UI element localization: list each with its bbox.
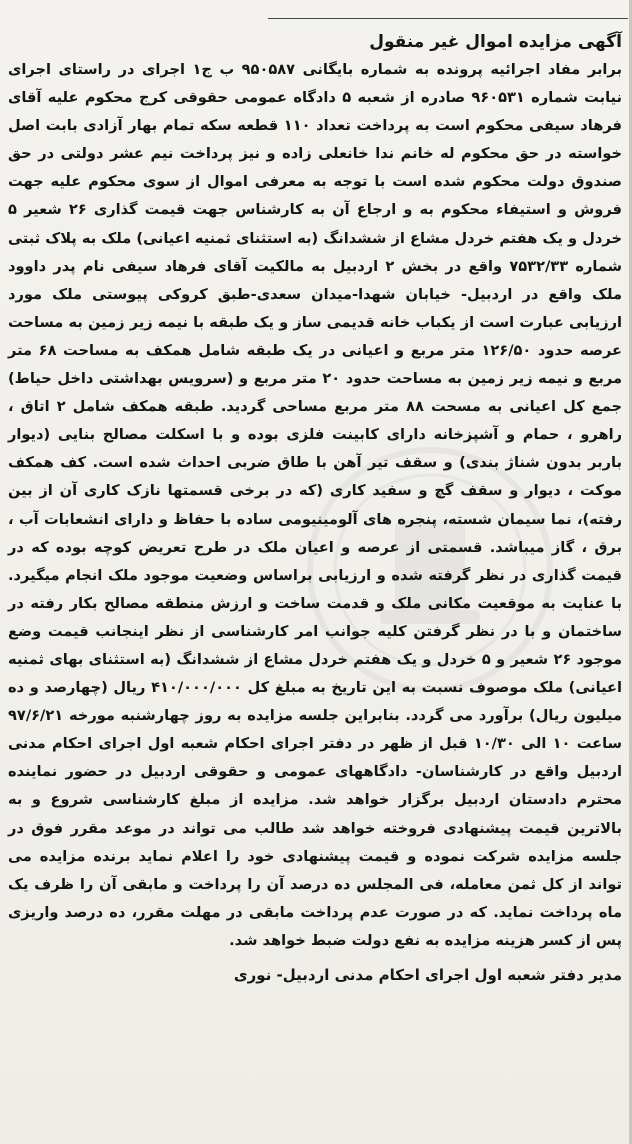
notice-content — [8, 28, 622, 989]
top-divider-line — [268, 18, 628, 19]
notice-signature: مدیر دفتر شعبه اول اجرای احکام مدنی اردبیل- نوری — [233, 966, 622, 984]
notice-title: آگهی مزایده اموال غیر منقول — [369, 32, 622, 52]
notice-body: برابر مفاد اجرائیه پرونده به شماره بایگانی ۹۵۰۵۸۷ ب ج۱ اجرای در راستای اجرای نیابت شماره ۹۶۰۵۳۱ صادره از شعبه ۵ دادگاه عمومی حقوقی کرج محکوم علیه آقای فرهاد سیفی محکوم است به پرداخت تعداد ۱۱۰ قطعه سکه تمام بهار آزادی بابت اصل خواسته در حق محکوم له خانم ندا خانعلی زاده و نیز پرداخت نیم عشر دولتی در حق صندوق دولت محکوم شده است با توجه به معرفی اموال از سوی محکوم علیه جهت فروش و استیفاء محکوم به و ارجاع آن به کارشناس جهت قیمت گذاری ۲۶ شعیر ۵ خردل و یک هفتم خردل مشاع از ششدانگ (به استثنای ثمنیه اعیانی) ملک به پلاک ثبتی شماره ۷۵۳۲/۳۳ واقع در بخش ۲ اردبیل به مالکیت آقای فرهاد سیفی نام پدر داوود ملک واقع در اردبیل- خیابان شهدا-میدان سعدی-طبق کروکی پیوستی ملک مورد ارزیابی عبارت است از یکباب خانه قدیمی ساز و یک طبقه با نیمه زیر زمین به مساحت عرصه حدود ۱۲۶/۵۰ متر مربع و اعیانی در یک طبقه شامل همکف به مساحت ۶۸ متر مربع و نیمه زیر زمین به مساحت حدود ۲۰ متر مربع و (سرویس بهداشتی داخل حیاط) جمع کل اعیانی به مسحت ۸۸ متر مربع مساحی گردید. طبقه همکف شامل ۲ اتاق ، راهرو ، حمام و آشپزخانه دارای کابینت فلزی بوده و با اسکلت مصالح بنایی (دیوار باربر بدون شناژ بندی) و سقف تیر آهن با طاق ضربی احداث شده است. کف همکف موکت ، دیوار و سقف گچ و سفید کاری (که در برخی قسمتها نازک کاری آن از بین رفته)، نما سیمان شسته، پنجره های آلومینیومی ساده با حفاظ و دارای انشعابات آب ، برق ، گاز میباشد. قسمتی از عرصه و اعیان ملک در طرح تعریض کوچه بوده که در قیمت گذاری در نظر گرفته شده و ارزیابی براساس وضعیت موجود ملک انجام میگیرد. با عنایت به موقعیت مکانی ملک و قدمت ساخت و ارزش منطقه مصالح بکار رفته در ساختمان و با در نظر گرفتن کلیه جوانب امر کارشناسی از نظر اینجانب قیمت وضع موجود ۲۶ شعیر و ۵ خردل و یک هفتم خردل مشاع از ششدانگ (به استثنای بهای ثمنیه اعیانی) ملک موصوف نسبت به این تاریخ به مبلغ کل ۴۱۰/۰۰۰/۰۰۰ ریال (چهارصد و ده میلیون ریال) برآورد می گردد. بنابراین جلسه مزایده به روز چهارشنبه مورخه ۹۷/۶/۲۱ ساعت ۱۰ الی ۱۰/۳۰ قبل از ظهر در دفتر اجرای احکام شعبه اول اجرای احکام مدنی اردبیل واقع در کارشناسان- دادگاههای عمومی و حقوقی اردبیل در حضور نماینده محترم دادستان اردبیل برگزار خواهد شد. مزایده از مبلغ کارشناسی شروع و به بالاترین قیمت پیشنهادی فروخته خواهد شد طالب می تواند در موعد مقرر فوق در جلسه مزایده شرکت نموده و قیمت پیشنهادی خود را اعلام نماید برنده مزایده می تواند از کل ثمن معامله، فی المجلس ده درصد آن را پرداخت و مابقی آن را ظرف یک ماه پرداخت نماید. که در صورت عدم پرداخت مابقی در مهلت مقرر، ده درصد واریزی پس از کسر هزینه مزایده به نفع دولت ضبط خواهد شد. — [8, 61, 623, 949]
